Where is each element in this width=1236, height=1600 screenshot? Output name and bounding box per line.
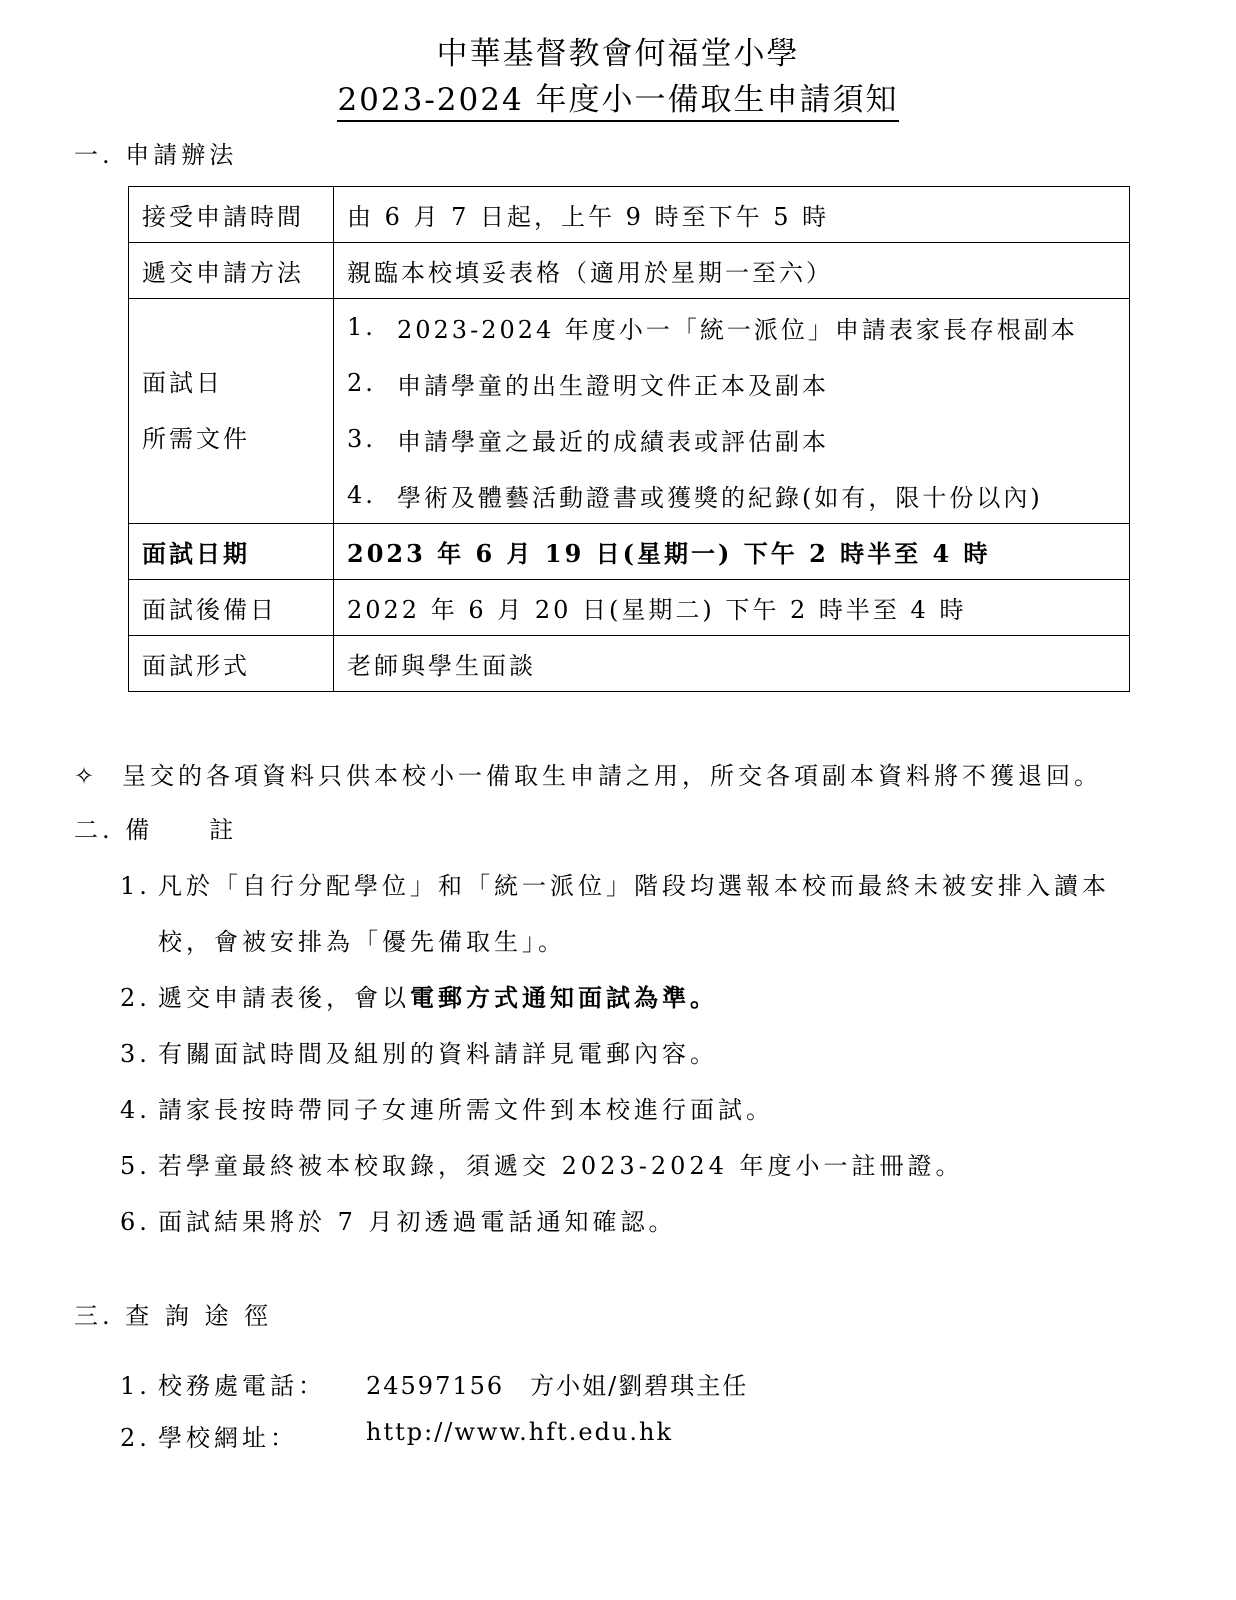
sparkle-icon: ✧: [74, 762, 99, 790]
contact-label: 校務處電話：: [158, 1372, 326, 1400]
table-row: [129, 299, 1130, 524]
website-link[interactable]: http://www.hft.edu.hk: [366, 1418, 674, 1446]
required-docs-label-line1: 面試日: [142, 369, 223, 397]
item-text: 請家長按時帶同子女連所需文件到本校進行面試。: [158, 1096, 774, 1124]
table-row: [129, 580, 1130, 636]
application-table: [128, 186, 1130, 692]
item-number: 3.: [347, 425, 376, 453]
item-text: 凡於「自行分配學位」和「統一派位」階段均選報本校而最終未被安排入讀本: [158, 872, 1110, 900]
section2-heading: 二. 備 註: [74, 816, 238, 844]
required-docs-list: [334, 299, 1130, 524]
item-number: 4.: [120, 1096, 151, 1124]
table-row: [129, 636, 1130, 692]
item-text: 若學童最終被本校取錄，須遞交 2023-2024 年度小一註冊證。: [158, 1152, 964, 1180]
item-number: 3.: [120, 1040, 151, 1068]
submission-method-value: 親臨本校填妥表格（適用於星期一至六）: [334, 243, 1130, 299]
item-text: 2023-2024 年度小一「統一派位」申請表家長存根副本: [397, 315, 1078, 344]
item-text: 申請學童之最近的成績表或評估副本: [397, 427, 829, 456]
list-item: [347, 299, 1116, 355]
required-docs-label: [129, 299, 334, 524]
application-time-value: 由 6 月 7 日起，上午 9 時至下午 5 時: [334, 187, 1130, 243]
application-time-label: 接受申請時間: [129, 187, 334, 243]
list-item: [120, 1034, 718, 1069]
contact-phone: [120, 1366, 326, 1401]
table-row: [129, 243, 1130, 299]
list-item: [347, 355, 1116, 411]
item-number: 5.: [120, 1152, 151, 1180]
section3-heading: 三. 查 詢 途 徑: [74, 1302, 273, 1330]
interview-format-label: 面試形式: [129, 636, 334, 692]
list-item: [120, 1146, 964, 1181]
page-title: 中華基督教會何福堂小學: [436, 36, 800, 72]
list-item: [347, 467, 1116, 523]
item-text: 面試結果將於 7 月初透過電話通知確認。: [158, 1208, 677, 1236]
contact-website: [120, 1418, 298, 1453]
list-item: [120, 978, 718, 1013]
required-docs-label-line2: 所需文件: [142, 425, 250, 453]
item-number: 2.: [120, 1424, 151, 1452]
table-row: [129, 187, 1130, 243]
list-item-continuation: 校，會被安排為「優先備取生」。: [158, 928, 566, 956]
item-number: 1.: [347, 313, 376, 341]
interview-date-label: 面試日期: [129, 524, 334, 580]
contact-label: 學校網址：: [158, 1424, 298, 1452]
item-number: 1.: [120, 1372, 151, 1400]
list-item: [347, 411, 1116, 467]
item-text: 有關面試時間及組別的資料請詳見電郵內容。: [158, 1040, 718, 1068]
item-text: 學術及體藝活動證書或獲獎的紀錄(如有，限十份以內): [397, 483, 1043, 512]
item-number: 6.: [120, 1208, 151, 1236]
list-item: [120, 866, 1110, 901]
notice-text: 呈交的各項資料只供本校小一備取生申請之用，所交各項副本資料將不獲退回。: [122, 762, 1102, 790]
item-bold-text: 電郵方式通知面試為準。: [410, 983, 718, 1012]
item-text: 遞交申請表後，會以: [158, 984, 410, 1012]
backup-date-label: 面試後備日: [129, 580, 334, 636]
item-number: 4.: [347, 481, 376, 509]
item-number: 2.: [120, 984, 151, 1012]
submission-method-label: 遞交申請方法: [129, 243, 334, 299]
page-subtitle: [0, 74, 1236, 119]
item-number: 1.: [120, 872, 151, 900]
section1-heading: 一. 申請辦法: [74, 141, 238, 169]
subtitle-text: 2023-2024 年度小一備取生申請須知: [337, 82, 898, 122]
item-number: 2.: [347, 369, 376, 397]
notice: [74, 756, 1102, 791]
table-row: [129, 524, 1130, 580]
backup-date-value: 2022 年 6 月 20 日(星期二) 下午 2 時半至 4 時: [334, 580, 1130, 636]
list-item: [120, 1202, 677, 1237]
interview-format-value: 老師與學生面談: [334, 636, 1130, 692]
interview-date-value: 2023 年 6 月 19 日(星期一) 下午 2 時半至 4 時: [334, 524, 1130, 580]
list-item: [120, 1090, 774, 1125]
phone-value: 24597156 方小姐/劉碧琪主任: [366, 1372, 749, 1400]
item-text: 申請學童的出生證明文件正本及副本: [397, 371, 829, 400]
